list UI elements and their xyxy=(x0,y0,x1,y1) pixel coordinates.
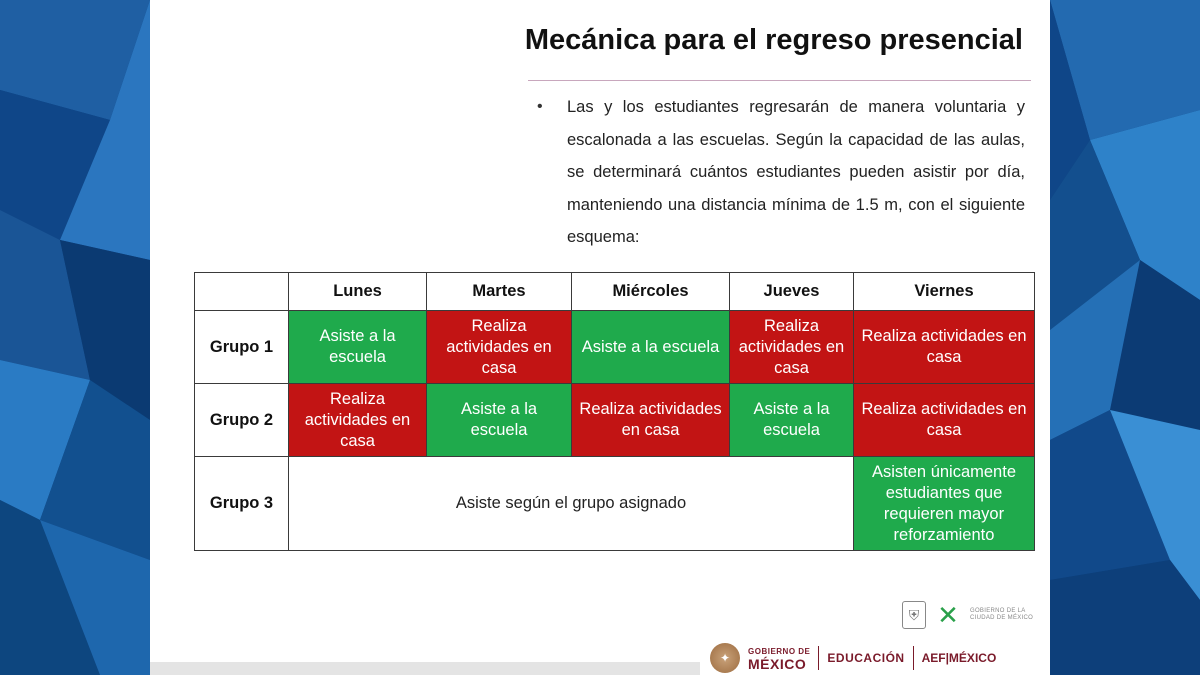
cdmx-logo-icon: ✕ xyxy=(937,599,959,630)
day-header-lunes: Lunes xyxy=(289,273,427,311)
day-header-viernes: Viernes xyxy=(854,273,1035,311)
table-row-grupo-2 xyxy=(195,384,1035,457)
aef-mexico-logo: AEF|MÉXICO xyxy=(921,650,997,665)
table-row-grupo-3 xyxy=(195,457,1035,551)
group-label: Grupo 2 xyxy=(195,384,289,457)
schedule-cell: Realiza actividades en casa xyxy=(427,311,572,384)
table-row-grupo-1 xyxy=(195,311,1035,384)
schedule-cell: Realiza actividades en casa xyxy=(854,384,1035,457)
schedule-merged-cell: Asiste según el grupo asignado xyxy=(289,457,854,551)
cdmx-logo-group xyxy=(902,598,1042,632)
schedule-cell: Asiste a la escuela xyxy=(289,311,427,384)
logo-divider xyxy=(913,646,914,670)
day-header-jueves: Jueves xyxy=(730,273,854,311)
day-header-martes: Martes xyxy=(427,273,572,311)
bullet-paragraph xyxy=(535,91,1025,254)
schedule-cell: Asisten únicamente estudiantes que requieren mayor reforzamiento xyxy=(854,457,1035,551)
schedule-cell: Realiza actividades en casa xyxy=(730,311,854,384)
slide xyxy=(150,0,1050,675)
schedule-cell: Asiste a la escuela xyxy=(730,384,854,457)
group-label: Grupo 3 xyxy=(195,457,289,551)
table-corner-cell xyxy=(195,273,289,311)
schedule-table xyxy=(194,272,1035,551)
table-header-row xyxy=(195,273,1035,311)
slide-title: Mecánica para el regreso presencial xyxy=(524,24,1023,56)
polygon-pattern-right xyxy=(1050,0,1200,675)
day-header-miercoles: Miércoles xyxy=(572,273,730,311)
background-right-panel xyxy=(1050,0,1200,675)
schedule-cell: Realiza actividades en casa xyxy=(289,384,427,457)
shield-icon: ⛨ xyxy=(902,601,926,629)
schedule-cell: Asiste a la escuela xyxy=(427,384,572,457)
bullet-text: Las y los estudiantes regresarán de manera voluntaria y escalonada a las escuelas. Según la capacidad de las aulas, se determinará cuántos estudiantes pueden asistir por día, manteniendo una distancia mínima de 1.5 m, con el siguiente esquema: xyxy=(567,98,1025,246)
logo-divider xyxy=(818,646,819,670)
background-left-panel xyxy=(0,0,150,675)
polygon-pattern-left xyxy=(0,0,150,675)
schedule-cell: Realiza actividades en casa xyxy=(572,384,730,457)
cdmx-logo-text: GOBIERNO DE LA CIUDAD DE MÉXICO xyxy=(970,608,1034,621)
title-divider xyxy=(528,80,1031,81)
eagle-seal-icon: ✦ xyxy=(710,643,740,673)
schedule-cell: Realiza actividades en casa xyxy=(854,311,1035,384)
educacion-logo: EDUCACIÓN xyxy=(827,650,905,665)
gobierno-mexico-logo: GOBIERNO DE MÉXICO xyxy=(748,646,811,672)
bottom-strip xyxy=(150,662,700,675)
bullet-dot-icon: • xyxy=(537,98,543,115)
footer-logos xyxy=(710,640,1050,675)
group-label: Grupo 1 xyxy=(195,311,289,384)
schedule-cell: Asiste a la escuela xyxy=(572,311,730,384)
